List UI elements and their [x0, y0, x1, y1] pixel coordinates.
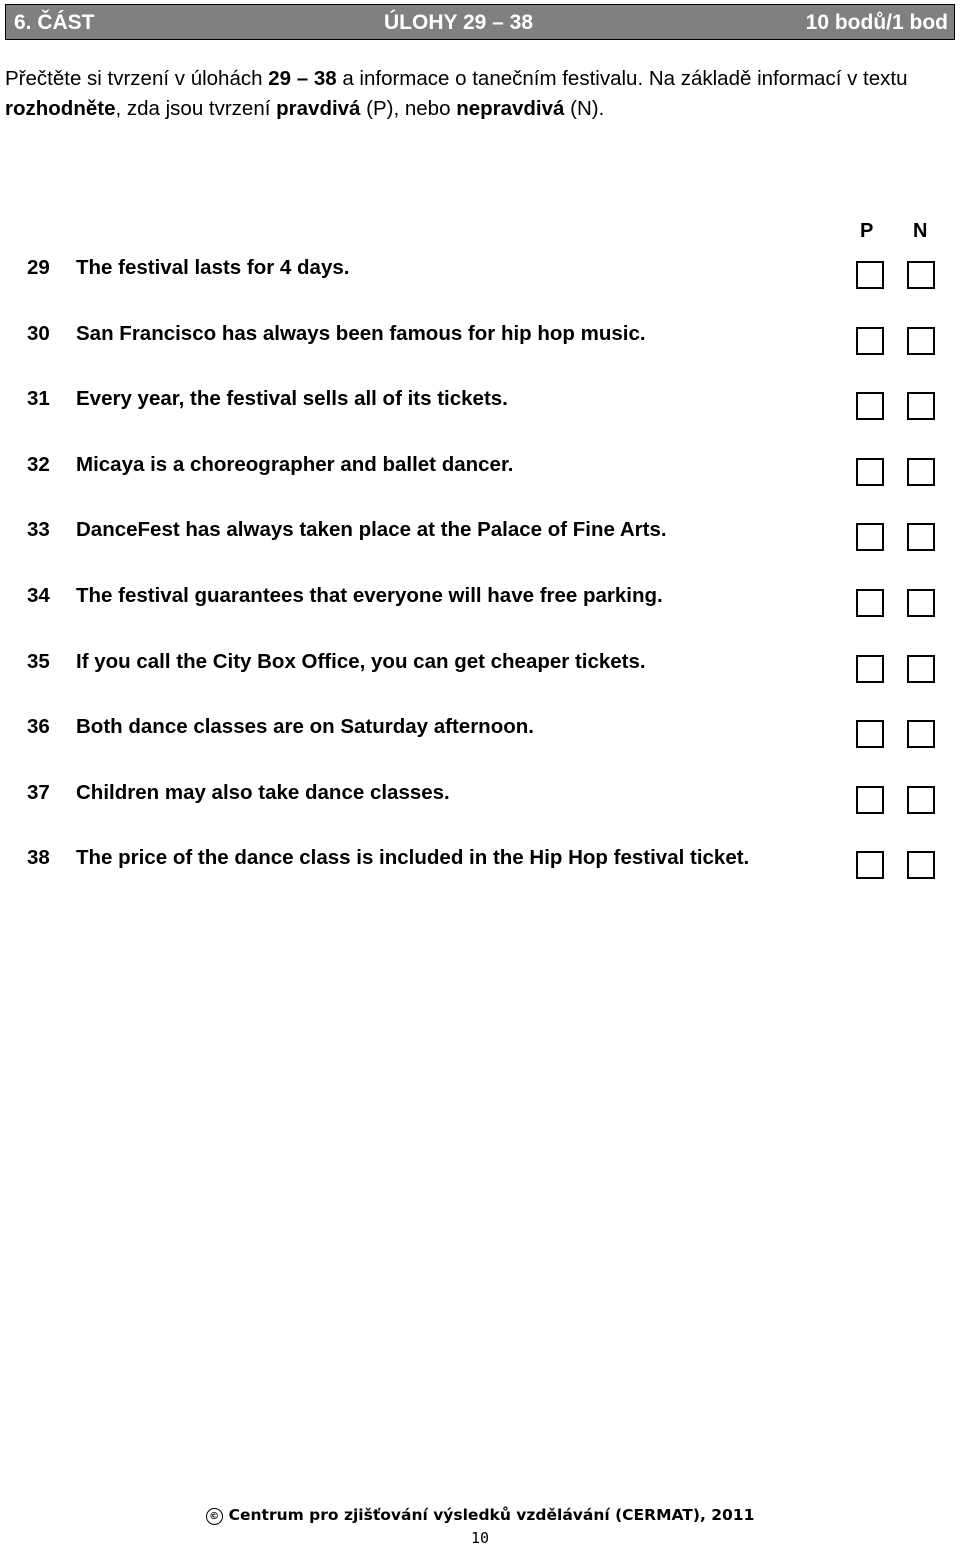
answer-checkbox-true[interactable]: [856, 786, 884, 814]
answer-checkbox-false[interactable]: [907, 589, 935, 617]
answer-checkbox-false[interactable]: [907, 261, 935, 289]
statement-text: The price of the dance class is included in the Hip Hop festival ticket.: [76, 846, 750, 869]
instructions: [5, 64, 955, 124]
answer-checkbox-true[interactable]: [856, 327, 884, 355]
statement-number: 36: [27, 715, 50, 738]
copyright-icon: ©: [206, 1508, 223, 1525]
statement-number: 35: [27, 650, 50, 673]
statement-text: DanceFest has always taken place at the Palace of Fine Arts.: [76, 518, 667, 541]
answer-checkbox-false[interactable]: [907, 458, 935, 486]
task-range: ÚLOHY 29 – 38: [384, 11, 534, 34]
answer-checkbox-false[interactable]: [907, 392, 935, 420]
answer-checkbox-true[interactable]: [856, 392, 884, 420]
statement-number: 30: [27, 322, 50, 345]
answer-checkbox-true[interactable]: [856, 851, 884, 879]
answer-checkbox-true[interactable]: [856, 458, 884, 486]
statement-number: 32: [27, 453, 50, 476]
statement-text: Micaya is a choreographer and ballet dancer.: [76, 453, 514, 476]
answer-checkbox-false[interactable]: [907, 851, 935, 879]
instructions-decide: rozhodněte: [5, 97, 116, 120]
instructions-text-3: , zda jsou tvrzení: [115, 97, 277, 120]
instructions-text-5: (N).: [564, 97, 605, 120]
statement-text: Both dance classes are on Saturday afternoon.: [76, 715, 534, 738]
page-number: 10: [470, 1529, 490, 1547]
statement-number: 31: [27, 387, 50, 410]
statement-text: If you call the City Box Office, you can get cheaper tickets.: [76, 650, 646, 673]
section-header: [5, 4, 955, 40]
answer-checkbox-true[interactable]: [856, 720, 884, 748]
points-label: 10 bodů/1 bod: [805, 11, 948, 34]
statement-number: 37: [27, 781, 50, 804]
answer-checkbox-true[interactable]: [856, 655, 884, 683]
answer-checkbox-true[interactable]: [856, 261, 884, 289]
section-title: 6. ČÁST: [14, 11, 95, 34]
statement-number: 38: [27, 846, 50, 869]
instructions-text-4: (P), nebo: [360, 97, 457, 120]
column-header-true: P: [860, 220, 874, 242]
copyright-text: Centrum pro zjišťování výsledků vzdělávání (CERMAT), 2011: [228, 1506, 755, 1524]
statement-number: 34: [27, 584, 50, 607]
instructions-range: 29 – 38: [268, 67, 337, 90]
statement-text: Every year, the festival sells all of its tickets.: [76, 387, 508, 410]
statement-number: 29: [27, 256, 50, 279]
column-header-false: N: [913, 220, 928, 242]
instructions-true: pravdivá: [276, 97, 361, 120]
statement-number: 33: [27, 518, 50, 541]
statement-text: Children may also take dance classes.: [76, 781, 450, 804]
statement-text: San Francisco has always been famous for hip hop music.: [76, 322, 646, 345]
statement-text: The festival lasts for 4 days.: [76, 256, 350, 279]
instructions-text-2: a informace o tanečním festivalu. Na základě informací v textu: [336, 67, 908, 90]
answer-checkbox-true[interactable]: [856, 589, 884, 617]
answer-checkbox-false[interactable]: [907, 327, 935, 355]
answer-checkbox-false[interactable]: [907, 655, 935, 683]
answer-checkbox-false[interactable]: [907, 786, 935, 814]
answer-checkbox-false[interactable]: [907, 523, 935, 551]
instructions-text-1: Přečtěte si tvrzení v úlohách: [5, 67, 269, 90]
answer-checkbox-true[interactable]: [856, 523, 884, 551]
statement-text: The festival guarantees that everyone will have free parking.: [76, 584, 663, 607]
instructions-false: nepravdivá: [456, 97, 565, 120]
answer-checkbox-false[interactable]: [907, 720, 935, 748]
copyright-footer: [0, 1506, 960, 1525]
